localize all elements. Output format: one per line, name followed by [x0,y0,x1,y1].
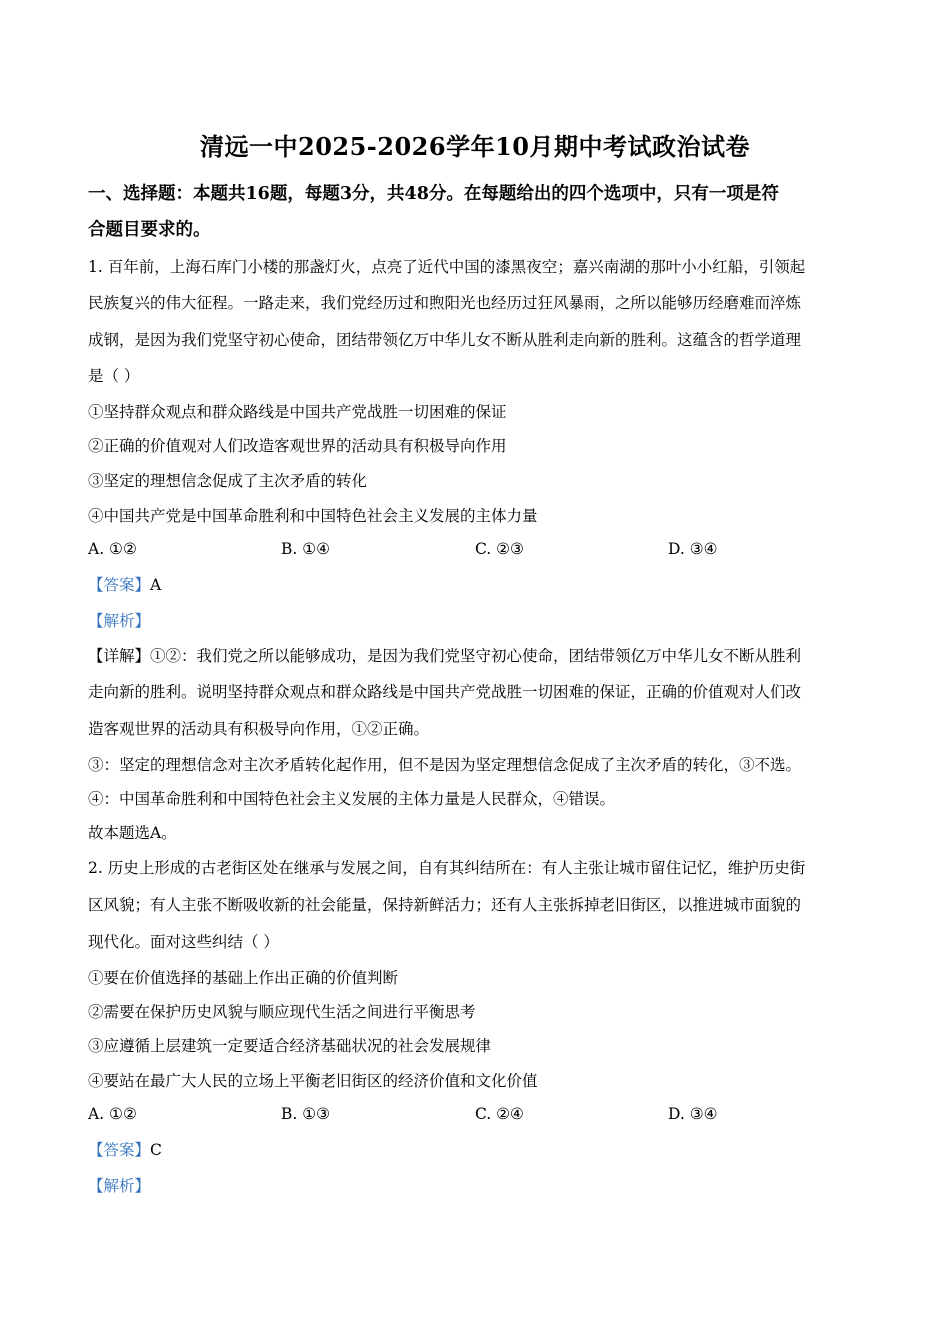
q2-answer-line [88,1140,868,1160]
q1-statement: ①坚持群众观点和群众路线是中国共产党战胜一切困难的保证 [88,403,507,421]
q1-detail-line [88,646,868,666]
q1-detail-line: ③：坚定的理想信念对主次矛盾转化起作用，但不是因为坚定理想信念促成了主次矛盾的转化，③不选。 [88,756,802,774]
q2-stem-line: 区风貌；有人主张不断吸收新的社会能量，保持新鲜活力；还有人主张拆掉老旧街区，以推进城市面貌的 [88,896,802,914]
q1-stem-line: 是（ ） [88,367,140,385]
q2-statement: ③应遵循上层建筑一定要适合经济基础状况的社会发展规律 [88,1037,492,1055]
q2-statement: ②需要在保护历史风貌与顺应现代生活之间进行平衡思考 [88,1003,476,1021]
section-heading-line-1: 一、选择题：本题共16题，每题3分，共48分。在每题给出的四个选项中，只有一项是符 [88,184,779,204]
q1-detail-text: ①②：我们党之所以能够成功，是因为我们党坚守初心使命，团结带领亿万中华儿女不断从胜利 [150,647,802,665]
q2-stem-line: 现代化。面对这些纠结（ ） [88,933,279,951]
q1-option-d: D. ③④ [668,540,718,558]
q1-analysis-line [88,611,868,631]
detail-tag: 【详解】 [88,647,151,665]
page-title: 清远一中2025-2026学年10月期中考试政治试卷 [200,132,750,161]
q1-answer-line [88,575,868,595]
q1-statement: ④中国共产党是中国革命胜利和中国特色社会主义发展的主体力量 [88,507,538,525]
q2-statement: ④要站在最广大人民的立场上平衡老旧街区的经济价值和文化价值 [88,1072,538,1090]
q2-option-c: C. ②④ [475,1105,524,1123]
q2-statement: ①要在价值选择的基础上作出正确的价值判断 [88,969,399,987]
q1-detail-line: 造客观世界的活动具有积极导向作用，①②正确。 [88,720,430,738]
section-heading-line-2: 合题目要求的。 [88,220,211,240]
q1-stem-line: 成钢，是因为我们党坚守初心使命，团结带领亿万中华儿女不断从胜利走向新的胜利。这蕴含的哲学道理 [88,331,802,349]
q1-option-c: C. ②③ [475,540,524,558]
q1-option-a: A. ①② [88,540,137,558]
q1-statement: ③坚定的理想信念促成了主次矛盾的转化 [88,472,368,490]
q1-option-b: B. ①④ [281,540,331,558]
q1-answer: A [150,576,162,594]
analysis-tag: 【解析】 [88,612,151,630]
q2-answer: C [150,1141,162,1159]
q2-option-a: A. ①② [88,1105,137,1123]
analysis-tag: 【解析】 [88,1177,151,1195]
q2-option-d: D. ③④ [668,1105,718,1123]
q1-stem-line: 民族复兴的伟大征程。一路走来，我们党经历过和煦阳光也经历过狂风暴雨，之所以能够历经磨难而淬炼 [88,294,802,312]
q1-detail-line: 走向新的胜利。说明坚持群众观点和群众路线是中国共产党战胜一切困难的保证，正确的价值观对人们改 [88,683,802,701]
q2-option-b: B. ①③ [281,1105,331,1123]
answer-tag: 【答案】 [88,1141,151,1159]
q1-statement: ②正确的价值观对人们改造客观世界的活动具有积极导向作用 [88,437,507,455]
answer-tag: 【答案】 [88,576,151,594]
q2-stem-line: 2. 历史上形成的古老街区处在继承与发展之间，自有其纠结所在：有人主张让城市留住记忆，维护历史街 [88,859,806,877]
q1-conclusion: 故本题选A。 [88,824,177,842]
q2-analysis-line [88,1176,868,1196]
q1-detail-line: ④：中国革命胜利和中国特色社会主义发展的主体力量是人民群众，④错误。 [88,790,616,808]
q1-stem-line: 1. 百年前，上海石库门小楼的那盏灯火，点亮了近代中国的漆黑夜空；嘉兴南湖的那叶小小红船，引领起 [88,258,806,276]
